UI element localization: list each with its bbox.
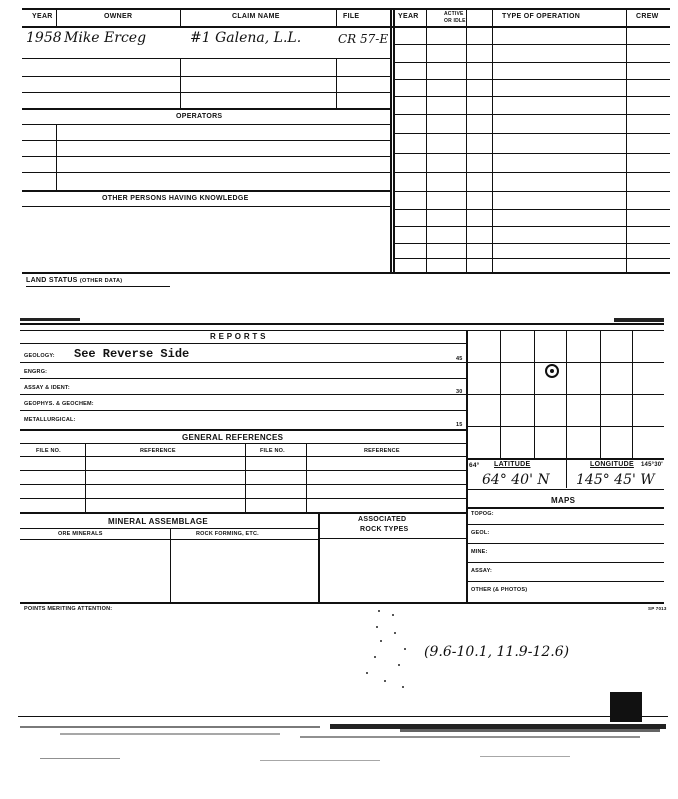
operators-heading: OPERATORS (176, 113, 223, 120)
map-row-assay: ASSAY: (471, 568, 493, 574)
entry-file: CR 57-E (338, 32, 389, 46)
general-references-heading: GENERAL REFERENCES (182, 433, 284, 442)
form-number: SP 7013 (648, 606, 667, 611)
report-geophys-label: GEOPHYS. & GEOCHEM: (24, 401, 94, 407)
maps-heading: MAPS (551, 496, 576, 505)
header-year: YEAR (32, 13, 53, 20)
entry-claim-name: #1 Galena, L.L. (190, 30, 302, 46)
black-square (610, 692, 642, 722)
margin-number-45: 45 (456, 356, 463, 362)
lat-corner-label: 64° (469, 462, 480, 469)
report-engrg-label: ENGRG: (24, 369, 48, 375)
land-status-title: LAND STATUS (26, 277, 78, 284)
location-marker-icon (545, 364, 559, 378)
header-crew: CREW (636, 13, 659, 20)
header-or-idle: OR IDLE (444, 18, 466, 24)
reports-heading: R E P O R T S (210, 332, 266, 341)
rock-forming-label: ROCK FORMING, ETC. (196, 531, 259, 537)
margin-number-30: 30 (456, 389, 463, 395)
ref-header-file-no-1: FILE NO. (36, 448, 61, 454)
header-active: ACTIVE (444, 11, 464, 17)
handwritten-note: (9.6-10.1, 11.9-12.6) (424, 644, 570, 660)
header-owner: OWNER (104, 13, 133, 20)
header-claim-name: CLAIM NAME (232, 13, 280, 20)
map-row-mine: MINE: (471, 549, 488, 555)
other-persons-heading: OTHER PERSONS HAVING KNOWLEDGE (102, 195, 249, 202)
map-row-geol: GEOL: (471, 530, 490, 536)
longitude-value: 145° 45' W (576, 472, 655, 488)
margin-number-15: 15 (456, 422, 463, 428)
ref-header-file-no-2: FILE NO. (260, 448, 285, 454)
rock-types-label: ROCK TYPES (360, 526, 409, 533)
report-geology-label: GEOLOGY: (24, 353, 55, 359)
mineral-assemblage-heading: MINERAL ASSEMBLAGE (108, 517, 209, 526)
latitude-label: LATITUDE (494, 461, 531, 468)
entry-year: 1958 (26, 30, 62, 46)
header-type-of-operation: TYPE OF OPERATION (502, 13, 581, 20)
report-geology-value: See Reverse Side (74, 347, 190, 361)
report-assay-label: ASSAY & IDENT: (24, 385, 70, 391)
ref-header-reference-1: REFERENCE (140, 448, 176, 454)
ore-minerals-label: ORE MINERALS (58, 531, 103, 537)
land-status-label (26, 277, 122, 284)
associated-label: ASSOCIATED (358, 516, 407, 523)
longitude-label: LONGITUDE (590, 461, 634, 468)
lon-corner-label: 145°30' (641, 462, 663, 468)
latitude-value: 64° 40' N (482, 472, 550, 488)
header-file: FILE (343, 13, 360, 20)
ref-header-reference-2: REFERENCE (364, 448, 400, 454)
points-meriting-label: POINTS MERITING ATTENTION: (24, 606, 113, 612)
map-row-topog: TOPOG: (471, 511, 494, 517)
map-row-other: OTHER (& PHOTOS) (471, 587, 528, 593)
report-metallurgical-label: METALLURGICAL: (24, 417, 76, 423)
entry-owner: Mike Erceg (64, 30, 147, 46)
land-status-sub: (OTHER DATA) (79, 278, 123, 284)
header-year-right: YEAR (398, 13, 419, 20)
